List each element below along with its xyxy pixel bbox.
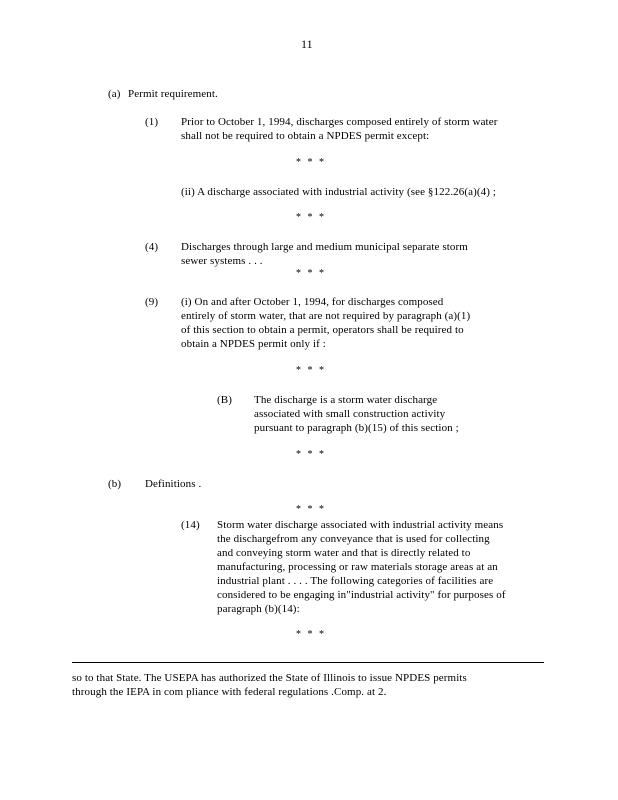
item-1-number: (1) [145, 116, 159, 128]
item-4-number: (4) [145, 241, 159, 253]
ellipsis-stars: * * * [296, 629, 326, 640]
page-number: 11 [301, 37, 313, 51]
item-ii-line: (ii) A discharge associated with industrial activity (see §122.26(a)(4) ; [181, 186, 497, 198]
section-a-label: (a) [108, 88, 121, 100]
item-14-line: the dischargefrom any conveyance that is used for collecting [217, 533, 490, 545]
item-b-sub-number: (B) [217, 394, 232, 406]
item-4-line: Discharges through large and medium municipal separate storm [181, 241, 468, 253]
footnote-line: so to that State. The USEPA has authorized the State of Illinois to issue NPDES permits [72, 672, 467, 684]
item-14-line: industrial plant . . . . The following categories of facilities are [217, 575, 494, 587]
ellipsis-stars: * * * [296, 365, 326, 376]
item-14-line: Storm water discharge associated with industrial activity means [217, 519, 504, 531]
item-9-line: (i) On and after October 1, 1994, for discharges composed [181, 296, 444, 308]
section-b-label: (b) [108, 478, 122, 490]
section-b-heading: Definitions . [145, 478, 202, 490]
item-14-line: and conveying storm water and that is directly related to [217, 547, 471, 559]
item-9-line: entirely of storm water, that are not required by paragraph (a)(1) [181, 310, 471, 322]
ellipsis-stars: * * * [296, 268, 326, 279]
ellipsis-stars: * * * [296, 449, 326, 460]
ellipsis-stars: * * * [296, 212, 326, 223]
item-14-line: paragraph (b)(14): [217, 603, 300, 615]
footnote-line: through the IEPA in com pliance with federal regulations .Comp. at 2. [72, 686, 387, 698]
ellipsis-stars: * * * [296, 157, 326, 168]
item-14-number: (14) [181, 519, 200, 531]
item-14-line: considered to be engaging in"industrial activity" for purposes of [217, 589, 506, 601]
section-a-heading: Permit requirement. [128, 88, 218, 100]
item-14-line: manufacturing, processing or raw materials storage areas at an [217, 561, 498, 573]
item-9-line: of this section to obtain a permit, operators shall be required to [181, 324, 464, 336]
item-9-line: obtain a NPDES permit only if : [181, 338, 326, 350]
item-1-line: Prior to October 1, 1994, discharges composed entirely of storm water [181, 116, 498, 128]
item-b-sub-line: The discharge is a storm water discharge [254, 394, 438, 406]
item-b-sub-line: pursuant to paragraph (b)(15) of this section ; [254, 422, 459, 434]
ellipsis-stars: * * * [296, 504, 326, 515]
item-9-number: (9) [145, 296, 159, 308]
item-1-line: shall not be required to obtain a NPDES permit except: [181, 130, 430, 142]
footnote-rule [72, 662, 544, 663]
item-4-line: sewer systems . . . [181, 255, 263, 267]
item-b-sub-line: associated with small construction activity [254, 408, 446, 420]
